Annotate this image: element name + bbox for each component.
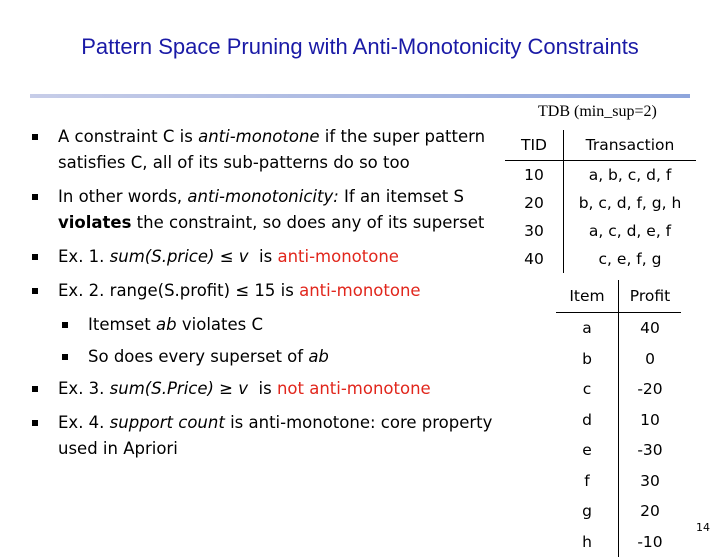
bullet-text: A constraint C is: [58, 127, 198, 146]
bullet-text: the constraint, so does any of its superset: [131, 213, 484, 232]
profit-cell: -10: [619, 527, 682, 557]
bullet-italic-term: anti-monotone: [198, 127, 319, 146]
column-header: Profit: [619, 280, 682, 313]
item-cell: d: [556, 405, 619, 436]
transaction-cell: c, e, f, g: [564, 245, 697, 273]
profit-cell: 40: [619, 313, 682, 344]
profit-cell: -20: [619, 374, 682, 405]
item-cell: h: [556, 527, 619, 557]
table-row: [505, 217, 696, 245]
bullet-text: Ex. 3.: [58, 379, 110, 398]
profit-cell: -30: [619, 435, 682, 466]
bullet-6: [28, 410, 498, 462]
bullet-square-icon: [32, 386, 38, 392]
column-header: Transaction: [564, 130, 697, 161]
table-row: [556, 405, 681, 436]
bullet-2: [28, 184, 498, 236]
table-header-row: [505, 130, 696, 161]
table-row: [556, 435, 681, 466]
bullet-italic-term: anti-monotonicity:: [187, 187, 338, 206]
profit-cell: 30: [619, 466, 682, 497]
bullet-italic-term: support count: [110, 413, 225, 432]
bullet-text: is: [248, 379, 277, 398]
bullet-square-icon: [32, 420, 38, 426]
bullet-square-icon: [62, 322, 68, 328]
bullet-italic-term: sum(S.Price): [110, 379, 214, 398]
bullet-list: [28, 124, 498, 470]
item-cell: e: [556, 435, 619, 466]
bullet-4: [28, 278, 498, 304]
bullet-text: If an itemset S: [339, 187, 464, 206]
table-row: [556, 313, 681, 344]
bullet-text: Ex. 4.: [58, 413, 110, 432]
table-row: [505, 245, 696, 273]
bullet-text: if the super pattern satisfies C, all of its sub-patterns do so too: [58, 127, 485, 172]
table-row: [556, 466, 681, 497]
table-row: [556, 374, 681, 405]
bullet-highlight: anti-monotone: [277, 247, 398, 266]
tid-cell: 30: [505, 217, 564, 245]
bullet-text: In other words,: [58, 187, 187, 206]
table-row: [556, 496, 681, 527]
tid-cell: 10: [505, 161, 564, 190]
bullet-text: Ex. 1.: [58, 247, 110, 266]
bullet-italic-term: ab: [308, 347, 329, 366]
page-number: 14: [696, 521, 710, 534]
bullet-text: is anti-monotone: core property used in Apriori: [58, 413, 492, 458]
bullet-text: Ex. 2. range(S.profit) ≤ 15 is: [58, 281, 299, 300]
profit-cell: 0: [619, 344, 682, 375]
table-header-row: [556, 280, 681, 313]
bullet-highlight: not anti-monotone: [277, 379, 431, 398]
table-row: [505, 189, 696, 217]
transaction-table: [505, 130, 696, 273]
bullet-italic-term: v: [239, 247, 249, 266]
profit-table: [556, 280, 681, 557]
sub-bullet-2: [28, 344, 498, 370]
bullet-3: [28, 244, 498, 270]
bullet-text: Itemset: [88, 315, 156, 334]
transaction-cell: b, c, d, f, g, h: [564, 189, 697, 217]
tid-cell: 40: [505, 245, 564, 273]
item-cell: g: [556, 496, 619, 527]
tid-cell: 20: [505, 189, 564, 217]
table-row: [505, 161, 696, 190]
tdb-caption: TDB (min_sup=2): [538, 103, 657, 121]
bullet-highlight: anti-monotone: [299, 281, 420, 300]
item-cell: f: [556, 466, 619, 497]
bullet-text: violates C: [177, 315, 263, 334]
bullet-italic-term: ab: [156, 315, 177, 334]
title-divider: [30, 94, 690, 98]
bullet-square-icon: [32, 194, 38, 200]
bullet-square-icon: [32, 288, 38, 294]
bullet-5: [28, 376, 498, 402]
column-header: Item: [556, 280, 619, 313]
transaction-cell: a, c, d, e, f: [564, 217, 697, 245]
bullet-text: is: [249, 247, 278, 266]
table-row: [556, 344, 681, 375]
profit-cell: 10: [619, 405, 682, 436]
slide-title: Pattern Space Pruning with Anti-Monotonicity Constraints: [0, 34, 720, 60]
item-cell: b: [556, 344, 619, 375]
bullet-square-icon: [62, 354, 68, 360]
bullet-square-icon: [32, 134, 38, 140]
item-cell: c: [556, 374, 619, 405]
column-header: TID: [505, 130, 564, 161]
transaction-cell: a, b, c, d, f: [564, 161, 697, 190]
bullet-text: So does every superset of: [88, 347, 308, 366]
sub-bullet-1: [28, 312, 498, 338]
bullet-italic-term: v: [238, 379, 248, 398]
bullet-square-icon: [32, 254, 38, 260]
bullet-bold-term: violates: [58, 213, 131, 232]
bullet-italic-term: sum(S.price): [110, 247, 215, 266]
bullet-1: [28, 124, 498, 176]
item-cell: a: [556, 313, 619, 344]
profit-cell: 20: [619, 496, 682, 527]
bullet-text: ≥: [214, 379, 238, 398]
bullet-text: ≤: [214, 247, 238, 266]
table-row: [556, 527, 681, 557]
